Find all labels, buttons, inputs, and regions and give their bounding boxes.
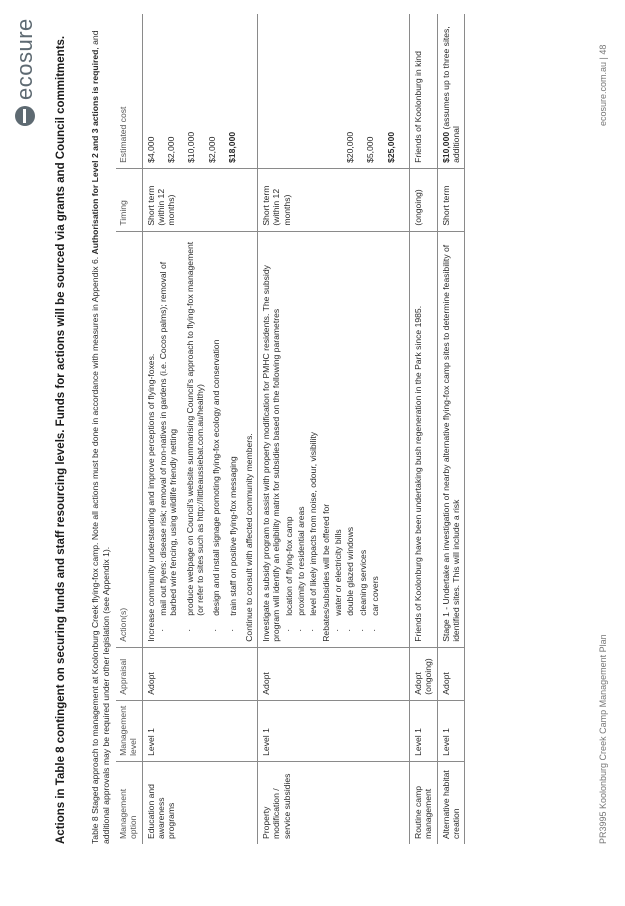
footer-site: ecosure.com.au [598,61,608,126]
row-appraisal: Adopt [142,647,258,700]
row-cost [437,14,465,168]
list-item: · train staff on positive flying-fox messaging [228,237,238,642]
cost-value: $4,000 [145,136,156,163]
ecosure-logo [12,18,38,126]
cost-rest: (assumes up to three sites, additional [440,26,461,163]
cost-value: $20,000 [345,131,356,163]
list-item: · level of likely impacts from noise, odour, visibility [308,237,318,642]
cost-value: $2,000 [206,136,217,163]
row-timing: Short term (within 12 months) [142,168,258,231]
action-intro: Increase community understanding and improve perceptions of flying-foxes. [145,353,156,642]
action-bullet-list [158,237,238,642]
row-timing: (ongoing) [410,168,438,231]
cost-total: $18,000 [226,131,237,163]
row-option: Education and awareness programs [142,761,258,844]
row-timing: Short term (within 12 months) [258,168,410,231]
table-caption [90,24,111,844]
row-option: Alternative habitat creation [437,761,465,844]
row-level: Level 1 [437,700,465,761]
list-item: · produce webpage on Council's website summarising Council's approach to flying-fox management (or refer to sites such as http://littleaussiebat.com.au/healthy) [185,237,206,642]
footer-document-title: PR3995 Koolonburg Creek Camp Management Plan [598,634,608,844]
table-row [410,14,438,844]
footer-page-number: 48 [598,44,608,55]
action-intro-2: Rebates/subsidies will be offered for [320,503,331,642]
cost-value: $2,000 [165,136,176,163]
list-item: · car covers [370,237,380,642]
footer-separator: | [598,57,608,60]
list-item: · location of flying-fox camp [284,237,294,642]
row-cost: Friends of Koolonburg in kind [410,14,438,168]
header-estimated-cost: Estimated cost [116,14,142,168]
row-actions: Friends of Koolonburg have been undertaking bush regeneration in the Park since 1985. [410,231,438,647]
row-costs [258,14,410,168]
action-outro: Continue to consult with affected community members. [243,433,254,642]
cost-value: $10,000 [186,131,197,163]
row-appraisal: Adopt [437,647,465,700]
action-bullet-list [284,237,319,642]
section-heading: Actions in Table 8 contingent on securing funds and staff resourcing levels. Funds for actions will be sourced via grants and Council commitments. [55,35,67,844]
list-item: · proximity to residential areas [296,237,306,642]
row-option: Property modification / service subsidies [258,761,410,844]
cost-value: $5,000 [365,136,376,163]
list-item: · double glazed windows [345,237,355,642]
table-row [258,14,410,844]
table-row [437,14,465,844]
list-item: · water or electricity bills [333,237,343,642]
cost-bold: $10,000 [440,131,451,163]
row-actions: Stage 1 - Undertake an investigation of nearby alternative flying-fox camp sites to determine feasibility of identified sites. This will include a risk [437,231,465,647]
table-row [142,14,258,844]
header-management-option: Management option [116,761,142,844]
cost-total: $25,000 [385,131,396,163]
row-actions [142,231,258,647]
action-intro: Investigate a subsidy program to assist with property modification for PMHC residents. The subsidy program will identify an eligibility matrix for subsidies based on the following parametres [261,265,282,642]
action-bullet-list-2 [333,237,380,642]
caption-bold: Authorisation for Level 2 and 3 actions is required [90,49,100,255]
header-timing: Timing [116,168,142,231]
header-appraisal: Appraisal [116,647,142,700]
row-option: Routine camp management [410,761,438,844]
row-appraisal: Adopt [258,647,410,700]
row-actions [258,231,410,647]
row-costs [142,14,258,168]
management-table [116,14,465,844]
caption-part2: , and additional approvals may be required under other legislation (see Appendix 1). [90,30,111,844]
logo-text: ecosure [12,18,37,100]
row-level: Level 1 [410,700,438,761]
list-item: · mail out flyers: disease risk; removal of non-natives in gardens (i.e. Cocos palms); removal of barbed wire fencing, using wildlife friendly netting [158,237,179,642]
caption-part1: Table 8 Staged approach to management at Koolonburg Creek flying-fox camp. Note all actions must be done in accordance with measures in Appendix 6. [90,256,100,844]
row-level: Level 1 [258,700,410,761]
row-appraisal: Adopt (ongoing) [410,647,438,700]
list-item: · cleaning services [358,237,368,642]
row-level: Level 1 [142,700,258,761]
ecosure-logo-icon [15,106,35,126]
table-header-row [116,14,142,844]
row-timing: Short term [437,168,465,231]
header-actions: Action(s) [116,231,142,647]
list-item: · design and install signage promoting flying-fox ecology and conservation [211,237,221,642]
header-management-level: Management level [116,700,142,761]
footer-page-info [598,45,608,126]
